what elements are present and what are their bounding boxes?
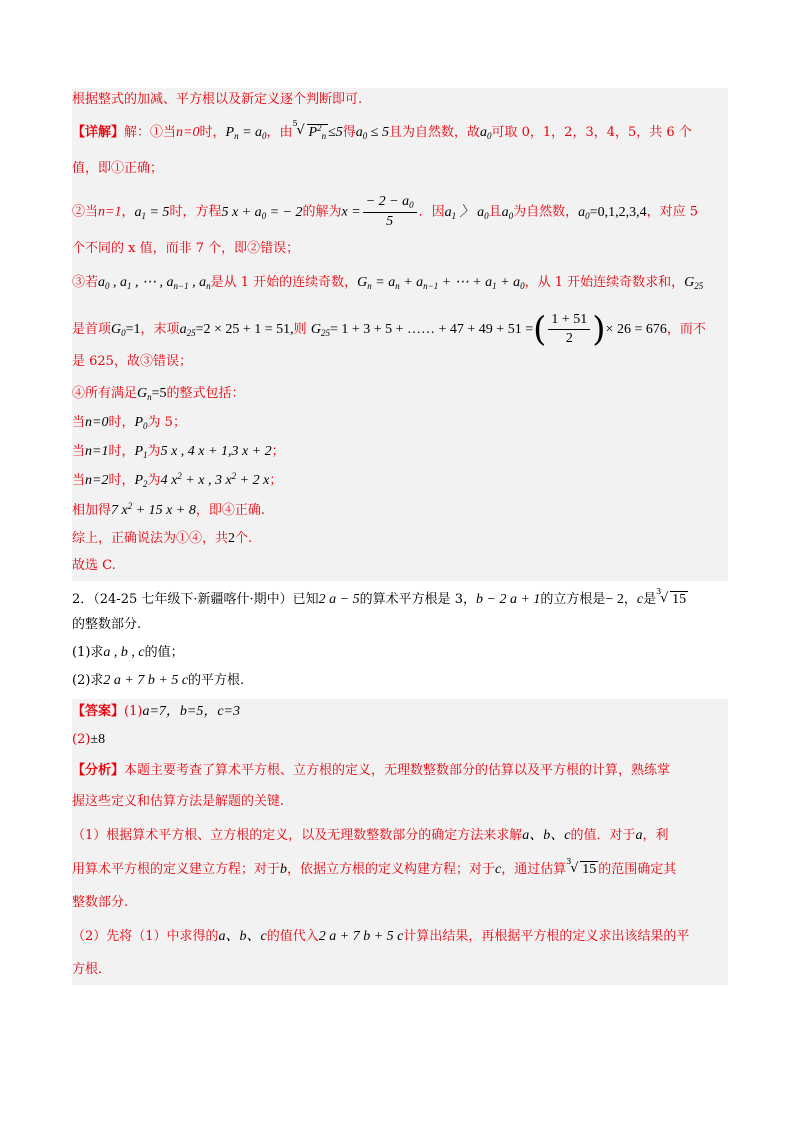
fifth-root-expression: 5 √ $P^2_n$ xyxy=(292,118,327,141)
detail-line-9: 当n=0时，$P_0$为 5； xyxy=(72,414,186,431)
q2-part-2: (2)求2 a + 7 b + 5 c的平方根. xyxy=(72,673,245,689)
cube-root-15: 3 √ 15 xyxy=(656,587,687,608)
detail-line-12: 相加得7 $x^2 + 15$ x + 8，即④正确. xyxy=(72,500,265,518)
q2-line-1: 2．（24-25 七年级下·新疆喀什·期中）已知2 a − 5的算术平方根是 3，b − 2 a + 1的立方根是− 2，c是 3 √ 15 xyxy=(72,591,728,609)
detail-line-11: 当n=2时，$P_2$为4 $x^2 + x$ , 3 $x^2 + 2$ x； xyxy=(72,471,283,490)
question-2 xyxy=(72,581,728,690)
analysis-line-3: （1）根据算术平方根、立方根的定义，以及无理数整数部分的确定方法来求解a、b、c的值．对于a，利 xyxy=(72,827,669,843)
detail-line-3: ②当n=1，$a_1 = 5$时，方程5 $x + a_0$ = − 2的解为x = $\frac{- 2 - a_0}{5}$ ．因$a_1$ 〉 $a_0$且$a_0$为自然数，$a_0=0,1,2,3,4$，对应 5 xyxy=(72,193,728,231)
detail-line-2: 值，即①正确； xyxy=(72,160,164,176)
detail-line-10: 当n=1时，$P_1$为5 x , 4 x + 1,3 x + 2； xyxy=(72,443,285,460)
detail-line-1: 【详解】解：①当n=0时，$P_n = a_0$，由 5 √ $P^2_n \le 5$得$a_0 \le 5$且为自然数，故$a_0$可取 0，1，2，3，4，5，共 6 个 xyxy=(72,118,692,141)
detail-tag: 【详解】 xyxy=(72,124,125,140)
detail-line-14: 故选 C. xyxy=(72,558,116,574)
answer-analysis-block xyxy=(72,699,728,986)
detail-line-6: 是首项$G_0=1$，末项$a_{25}=2 \times 25 + 1 = 51$,则 $G_{25}= 1 + 3 + 5$ + …… + 47 + 49 + 51 =( $\frac{1 + 51}{2}$ )× 26 = 676，而不 xyxy=(72,309,706,350)
analysis-tag: 【分析】 xyxy=(72,763,125,779)
detail-line-8: ④所有满足$G_n=5$的整式包括： xyxy=(72,386,245,403)
detail-line-4: 个不同的 x 值，而非 7 个，即②错误； xyxy=(72,241,300,257)
answer-line-2: (2)±8 xyxy=(72,731,106,747)
answer-tag: 【答案】 xyxy=(72,703,125,719)
detail-line-13: 综上，正确说法为①④，共2个. xyxy=(72,531,253,547)
analysis-line-4: 用算术平方根的定义建立方程；对于b，依据立方根的定义构建方程；对于c，通过估算 3 √ 15 的范围确定其 xyxy=(72,861,728,879)
page-content xyxy=(72,88,728,985)
answer-line-1: 【答案】(1)a=7，b=5，c=3 xyxy=(72,703,240,719)
detail-line-5: ③若$a_0$ , $a_1$ , ⋯ , $a_{n-1}$ , $a_n$是从 1 开始的连续奇数，$G_n = a_n + a_{n-1}$ + ⋯ + $a_1 + a_0$，从 1 开始连续奇数求和，$G_{25}$ xyxy=(72,275,704,292)
analysis-line-1: 【分析】本题主要考查了算术平方根、立方根的定义，无理数整数部分的估算以及平方根的计算，熟练掌 xyxy=(72,763,671,779)
q2-line-2: 的整数部分. xyxy=(72,617,142,633)
fraction-x: $\frac{- 2 - a_0}{5}$ xyxy=(363,193,417,231)
fraction-sum: $\frac{1 + 51}{2}$ xyxy=(548,311,590,348)
analysis-line-2: 握这些定义和估算方法是解题的关键. xyxy=(72,793,285,809)
solution-detail-block xyxy=(72,88,728,581)
analysis-line-5: 整数部分. xyxy=(72,895,129,911)
cube-root-15-analysis: 3 √ 15 xyxy=(566,857,597,877)
analysis-line-7: 方根. xyxy=(72,962,103,978)
analysis-ending: 根据整式的加减、平方根以及新定义逐个判断即可. xyxy=(72,92,363,107)
detail-line-7: 是 625，故③错误； xyxy=(72,354,192,370)
analysis-line-6: （2）先将（1）中求得的a、b、c的值代入2 a + 7 b + 5 c计算出结果，再根据平方根的定义求出该结果的平 xyxy=(72,929,690,945)
q2-part-1: (1)求a , b , c的值； xyxy=(72,645,184,661)
